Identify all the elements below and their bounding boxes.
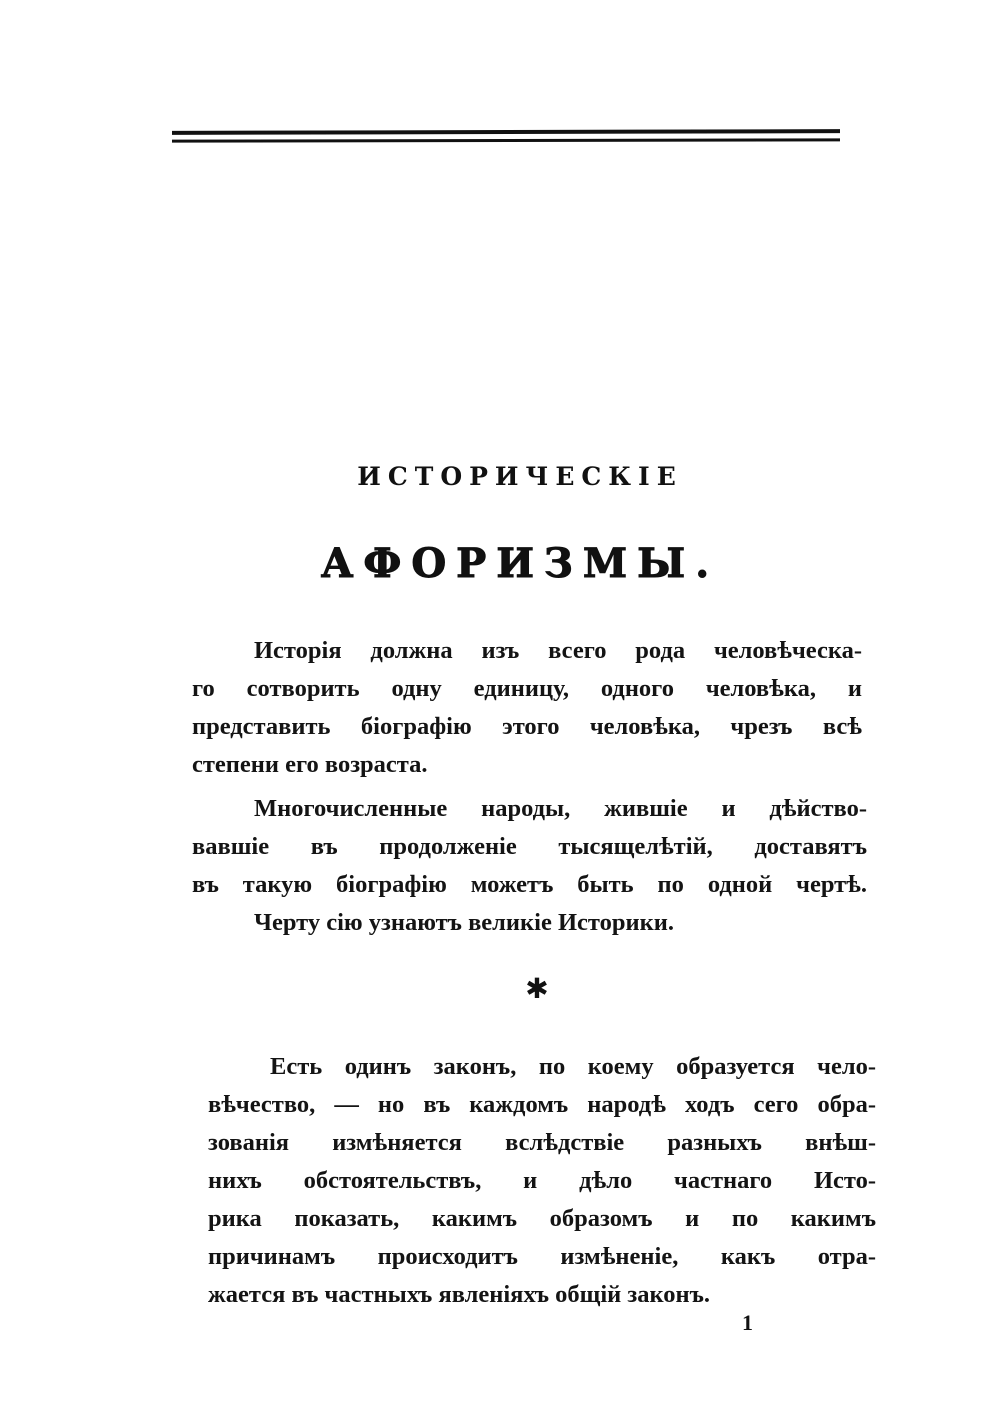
paragraph-line: представить біографію этого человѣка, чрезъ всѣ bbox=[192, 713, 862, 740]
paragraph-line: Исторія должна изъ всего рода человѣческа- bbox=[254, 637, 862, 664]
double-rule-top-line bbox=[172, 129, 840, 135]
paragraph-line: причинамъ происходитъ измѣненіе, какъ отра- bbox=[208, 1243, 876, 1270]
title-line-2: АФОРИЗМЫ. bbox=[320, 540, 720, 587]
paragraph-line: нихъ обстоятельствъ, и дѣло частнаго Исто- bbox=[208, 1167, 876, 1194]
title-line-1: ИСТОРИЧЕСКІЕ bbox=[357, 462, 683, 491]
section-separator-asterisk: ✱ bbox=[525, 972, 549, 1005]
paragraph-line: жается въ частныхъ явленіяхъ общій законъ. bbox=[208, 1281, 711, 1308]
paragraph-line: зованія измѣняется вслѣдствіе разныхъ внѣш- bbox=[208, 1129, 876, 1156]
paragraph-line: вѣчество, — но въ каждомъ народѣ ходъ сего обра- bbox=[208, 1091, 876, 1118]
paragraph-1 bbox=[192, 632, 862, 784]
paragraph-line: Есть одинъ законъ, по коему образуется чело- bbox=[270, 1053, 876, 1080]
paragraph-line: вавшіе въ продолженіе тысящелѣтій, доставятъ bbox=[192, 833, 867, 860]
paragraph-line: го сотворить одну единицу, одного человѣка, и bbox=[192, 675, 862, 702]
paragraph-line: въ такую біографію можетъ быть по одной чертѣ. bbox=[192, 871, 867, 898]
paragraph-line: Черту сію узнаютъ великіе Историки. bbox=[254, 909, 674, 936]
paragraph-3 bbox=[208, 1048, 876, 1314]
paragraph-2 bbox=[192, 790, 867, 942]
paragraph-line: рика показать, какимъ образомъ и по какимъ bbox=[208, 1205, 876, 1232]
paragraph-line: степени его возраста. bbox=[192, 751, 428, 778]
double-rule-bottom-line bbox=[172, 138, 840, 142]
paragraph-line: Многочисленные народы, жившіе и дѣйство- bbox=[254, 795, 867, 822]
page-number: 1 bbox=[742, 1310, 753, 1335]
